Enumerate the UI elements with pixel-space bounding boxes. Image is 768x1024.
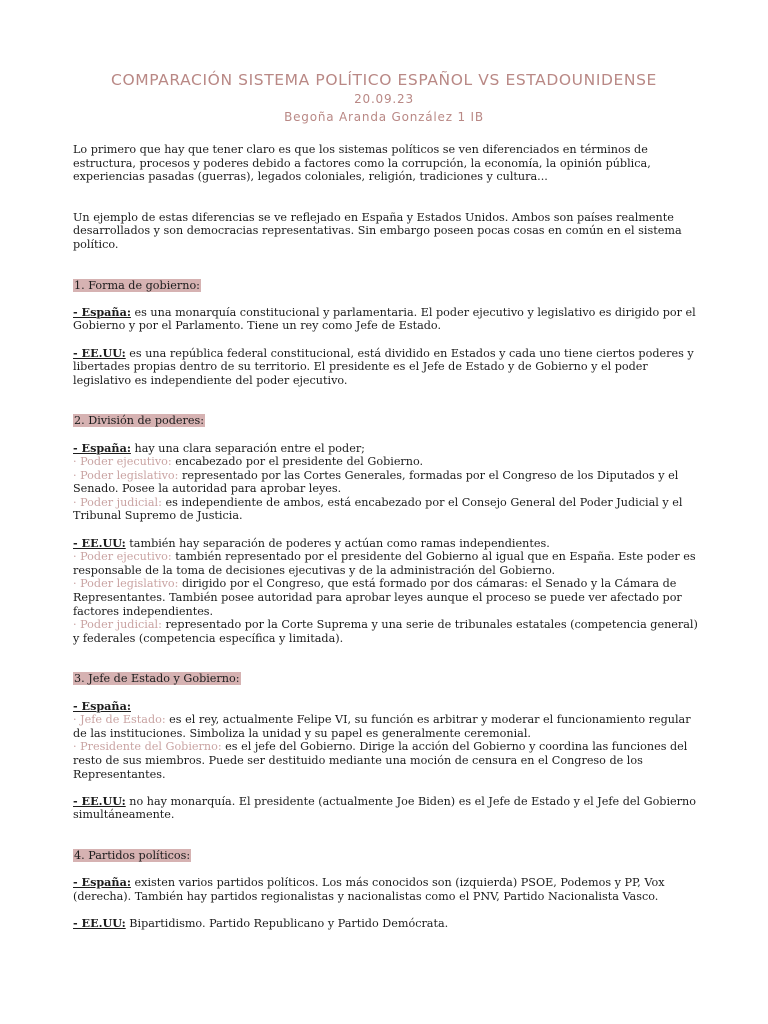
usa-text: Bipartidismo. Partido Republicano y Partido Demócrata. (125, 916, 449, 930)
section-1-usa (73, 347, 701, 388)
item-text: dirigido por el Congreso, que está formado por dos cámaras: el Senado y la Cámara de Representantes. También posee autoridad para aprobar leyes aunque el proceso se puede ver afectado por factores independientes. (73, 577, 682, 618)
document-body (73, 143, 701, 931)
document-title: COMPARACIÓN SISTEMA POLÍTICO ESPAÑOL VS ESTADOUNIDENSE (111, 71, 657, 89)
item-text: también representado por el presidente del Gobierno al igual que en España. Este poder es responsable de la toma de decisiones ejecutivas y de la administración del Gobierno. (73, 550, 696, 577)
item-text: es el jefe del Gobierno. Dirige la acción del Gobierno y coordina las funciones del resto de sus miembros. Puede ser destituido mediante una moción de censura en el Congreso de los Representantes. (73, 740, 688, 781)
usa-text: también hay separación de poderes y actúan como ramas independientes. (125, 536, 550, 550)
list-item (73, 496, 701, 523)
usa-label: - EE.UU: (73, 915, 126, 930)
item-label: · Jefe de Estado: (73, 713, 166, 727)
section-3-usa (73, 795, 701, 822)
item-label: · Presidente del Gobierno: (73, 740, 222, 754)
list-item (73, 713, 701, 740)
item-text: representado por las Cortes Generales, formadas por el Congreso de los Diputados y el Senado. Posee la autoridad para aprobar leyes. (73, 468, 679, 496)
list-item (73, 577, 701, 618)
section-4-spain (73, 876, 701, 903)
list-item (73, 618, 701, 645)
list-item (73, 469, 701, 496)
list-item (73, 740, 701, 781)
list-item (73, 455, 701, 469)
section-2-usa (73, 537, 701, 551)
item-text: encabezado por el presidente del Gobierno. (171, 455, 424, 469)
intro-paragraph-1: Lo primero que hay que tener claro es que los sistemas políticos se ven diferenciados en términos de estructura, procesos y poderes debido a factores como la corrupción, la economía, la opinión pública, experiencias pasadas (guerras), legados coloniales, religión, tradiciones y cultura... (73, 143, 651, 184)
section-4-usa (73, 917, 701, 931)
usa-label: - EE.UU: (73, 535, 126, 550)
section-2-spain (73, 442, 701, 456)
document-author: Begoña Aranda González 1 IB (284, 110, 484, 124)
usa-text: es una república federal constitucional, está dividido en Estados y cada uno tiene ciertos poderes y libertades propias dentro de su territorio. El presidente es el Jefe de Estado y de Gobierno y el poder legislativo es independiente del poder ejecutivo. (73, 346, 694, 387)
section-1-heading: 1. Forma de gobierno: (74, 278, 200, 292)
item-text: es el rey, actualmente Felipe VI, su función es arbitrar y moderar el funcionamiento regular de las instituciones. Simboliza la unidad y su papel es generalmente ceremonial. (73, 713, 691, 740)
usa-text: no hay monarquía. El presidente (actualmente Joe Biden) es el Jefe de Estado y el Jefe del Gobierno simultáneamente. (73, 794, 696, 822)
section-3-heading: 3. Jefe de Estado y Gobierno: (74, 672, 240, 686)
item-text: representado por la Corte Suprema y una serie de tribunales estatales (competencia general) y federales (competencia específica y limitada). (73, 618, 698, 645)
spain-text: es una monarquía constitucional y parlamentaria. El poder ejecutivo y legislativo es dirigido por el Gobierno y por el Parlamento. Tiene un rey como Jefe de Estado. (73, 305, 696, 333)
list-item (73, 550, 701, 577)
item-label: · Poder legislativo: (73, 577, 179, 591)
section-4-heading: 4. Partidos políticos: (74, 848, 191, 862)
spain-text: hay una clara separación entre el poder; (130, 441, 365, 455)
item-label: · Poder judicial: (73, 618, 162, 632)
section-2-heading: 2. División de poderes: (74, 414, 204, 428)
spain-text: existen varios partidos políticos. Los más conocidos son (izquierda) PSOE, Podemos y PP, Vox (derecha). También hay partidos regionalistas y nacionalistas como el PNV, Partido Nacionalista Vasco. (73, 876, 665, 903)
section-3-spain (73, 700, 701, 714)
item-label: · Poder judicial: (73, 495, 162, 509)
document-date: 20.09.23 (354, 92, 414, 106)
document-header (0, 0, 768, 126)
section-1-spain (73, 306, 701, 333)
spain-label: - España: (73, 698, 131, 713)
usa-label: - EE.UU: (73, 793, 126, 808)
item-label: · Poder ejecutivo: (73, 455, 172, 469)
spain-label: - España: (73, 440, 131, 455)
item-label: · Poder legislativo: (73, 468, 179, 482)
spain-label: - España: (73, 875, 131, 890)
usa-label: - EE.UU: (73, 345, 126, 360)
spain-label: - España: (73, 304, 131, 319)
intro-paragraph-2: Un ejemplo de estas diferencias se ve reflejado en España y Estados Unidos. Ambos son países realmente desarrollados y son democracias representativas. Sin embargo poseen pocas cosas en común en el sistema político. (73, 210, 682, 251)
item-text: es independiente de ambos, está encabezado por el Consejo General del Poder Judicial y el Tribunal Supremo de Justicia. (73, 495, 683, 523)
item-label: · Poder ejecutivo: (73, 550, 172, 564)
